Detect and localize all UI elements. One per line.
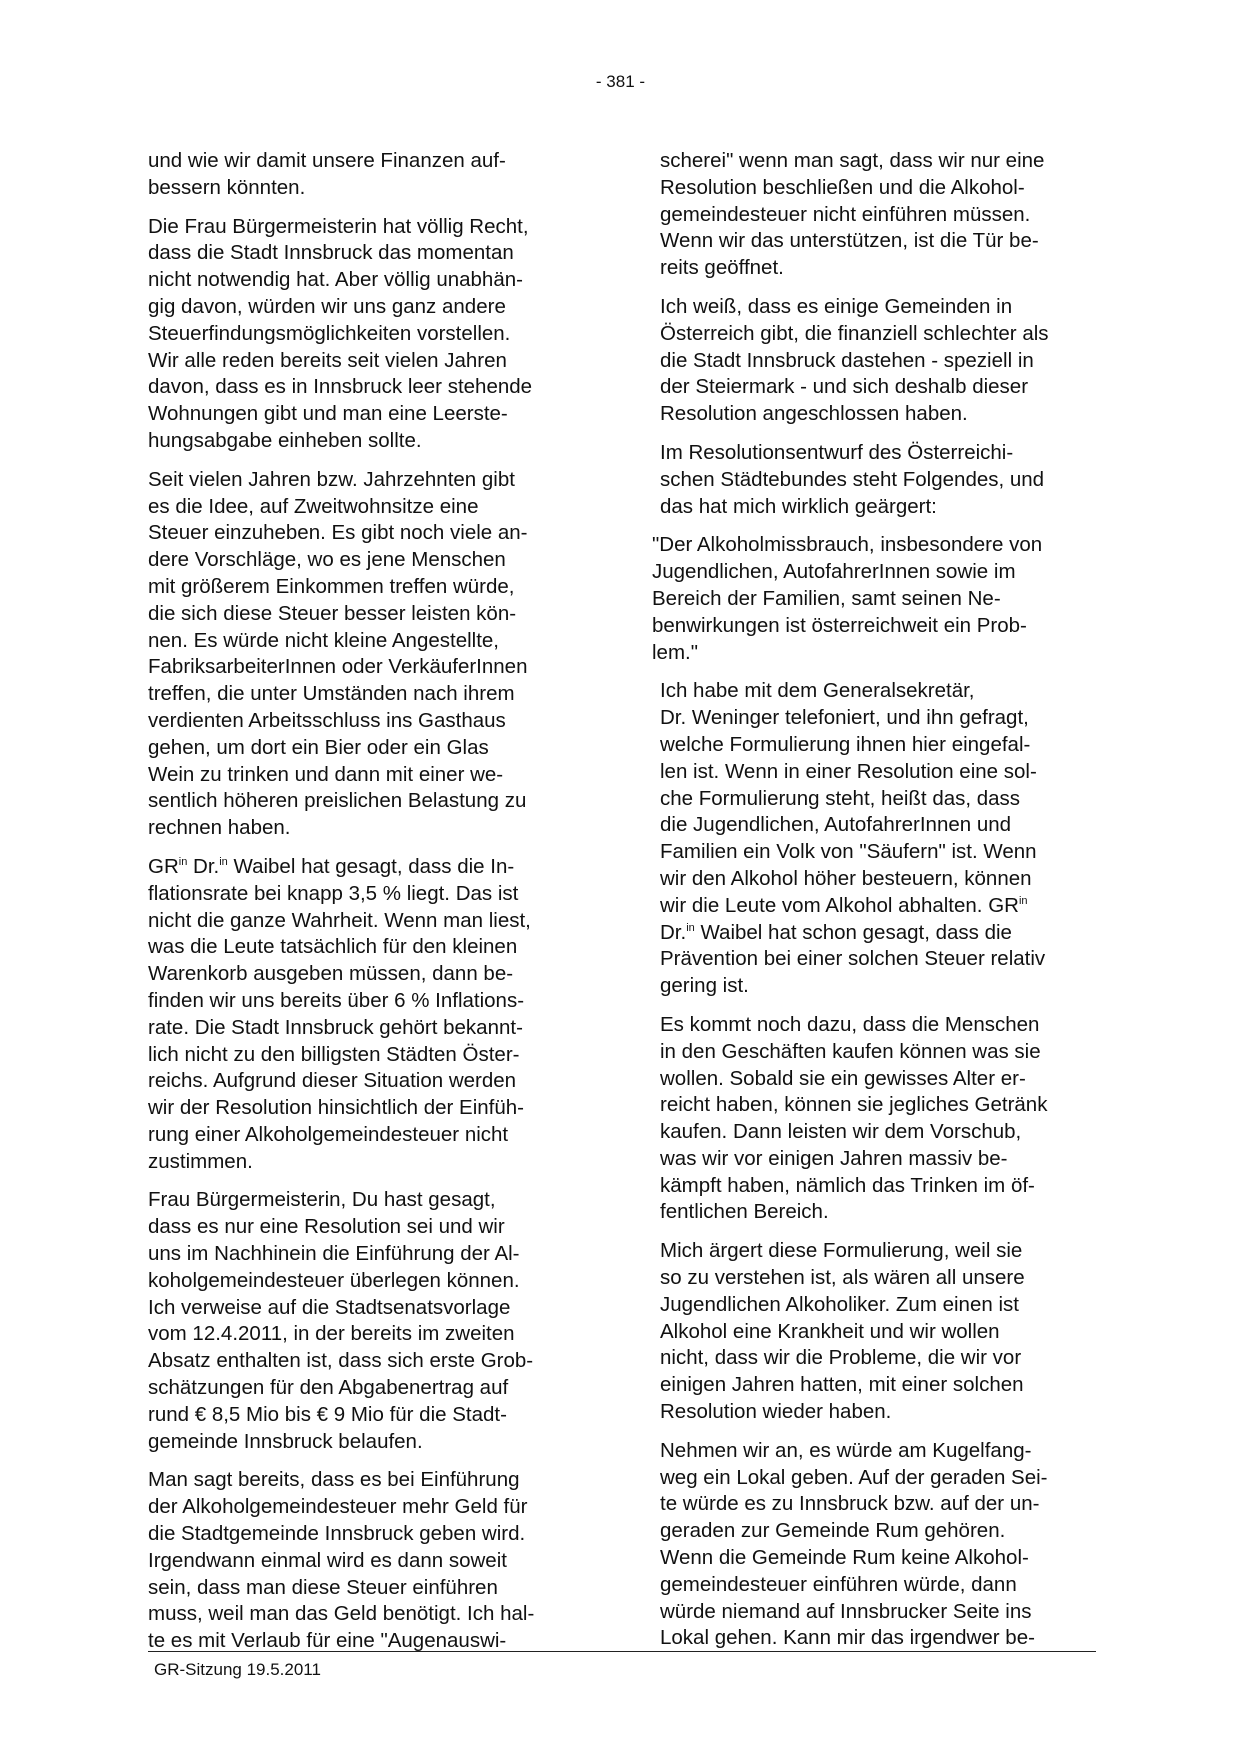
text-line: die Stadtgemeinde Innsbruck geben wird. — [148, 1522, 526, 1546]
footer-divider — [148, 1651, 1096, 1652]
text-line: weg ein Lokal geben. Auf der geraden Sei- — [660, 1465, 1048, 1489]
text-line: fentlichen Bereich. — [660, 1200, 829, 1224]
text-line: rate. Die Stadt Innsbruck gehört bekannt- — [148, 1015, 523, 1039]
paragraph — [148, 1467, 578, 1655]
text-line: der Alkoholgemeindesteuer mehr Geld für — [148, 1495, 528, 1519]
text-line: rund € 8,5 Mio bis € 9 Mio für die Stadt- — [148, 1402, 507, 1426]
text-line: wir der Resolution hinsichtlich der Einfüh- — [148, 1096, 525, 1120]
text-line: Jugendlichen, AutofahrerInnen sowie im — [652, 560, 1016, 584]
text-line: scherei" wenn man sagt, dass wir nur eine — [660, 149, 1045, 172]
text-line: Resolution beschließen und die Alkohol- — [660, 175, 1025, 199]
text-line: Dr. Weninger telefoniert, und ihn gefragt, — [660, 706, 1029, 730]
text-line: sein, dass man diese Steuer einführen — [148, 1575, 498, 1599]
text-line: Lokal gehen. Kann mir das irgendwer be- — [660, 1626, 1035, 1650]
text-line: Wohnungen gibt und man eine Leerste- — [148, 402, 508, 426]
footer-session-date: GR-Sitzung 19.5.2011 — [154, 1660, 321, 1679]
text-line: gemeinde Innsbruck belaufen. — [148, 1429, 423, 1453]
paragraph — [148, 214, 578, 455]
text-line: Dr.$^{in}$ Waibel hat schon gesagt, dass die — [660, 920, 1012, 944]
text-line: gemeindesteuer einführen würde, dann — [660, 1572, 1017, 1596]
paragraph — [660, 1012, 1090, 1226]
text-line: die Jugendlichen, AutofahrerInnen und — [660, 813, 1012, 837]
paragraph — [148, 1187, 578, 1455]
text-line: wir den Alkohol höher besteuern, können — [660, 866, 1032, 890]
text-line: Frau Bürgermeisterin, Du hast gesagt, — [148, 1188, 496, 1212]
text-line: Wenn die Gemeinde Rum keine Alkohol- — [660, 1546, 1029, 1570]
paragraph — [148, 148, 578, 202]
text-line: Man sagt bereits, dass es bei Einführung — [148, 1468, 520, 1492]
text-line: würde niemand auf Innsbrucker Seite ins — [660, 1599, 1032, 1623]
text-line: $GR^{in}$ Dr.$^{in}$ Waibel hat gesagt, dass die In- — [148, 854, 515, 878]
left-column — [148, 148, 578, 1667]
paragraph — [660, 148, 1090, 282]
text-line: finden wir uns bereits über 6 % Inflations- — [148, 988, 525, 1012]
text-line: nen. Es würde nicht kleine Angestellte, — [148, 628, 499, 652]
text-line: zustimmen. — [148, 1149, 253, 1173]
text-line: die sich diese Steuer besser leisten kön- — [148, 601, 517, 625]
text-line: Jugendlichen Alkoholiker. Zum einen ist — [660, 1292, 1019, 1316]
text-line: und wie wir damit unsere Finanzen auf- — [148, 149, 506, 172]
text-line: Nehmen wir an, es würde am Kugelfang- — [660, 1438, 1032, 1462]
text-line: in den Geschäften kaufen können was sie — [660, 1039, 1041, 1063]
text-line: nicht die ganze Wahrheit. Wenn man liest, — [148, 908, 531, 932]
text-line: hungsabgabe einheben sollte. — [148, 428, 422, 452]
text-line: wollen. Sobald sie ein gewisses Alter er- — [660, 1066, 1026, 1090]
text-line: Wenn wir das unterstützen, ist die Tür be- — [660, 229, 1039, 253]
text-line: sentlich höheren preislichen Belastung zu — [148, 789, 527, 813]
text-line: gemeindesteuer nicht einführen müssen. — [660, 202, 1031, 226]
text-line: Familien ein Volk von "Säufern" ist. Wenn — [660, 840, 1037, 864]
text-line: verdienten Arbeitsschluss ins Gasthaus — [148, 708, 506, 732]
text-line: Mich ärgert diese Formulierung, weil sie — [660, 1239, 1023, 1263]
text-line: gehen, um dort ein Bier oder ein Glas — [148, 735, 489, 759]
text-line: Österreich gibt, die finanziell schlechter als — [660, 321, 1049, 345]
text-line: rechnen haben. — [148, 816, 291, 840]
text-line: bessern könnten. — [148, 175, 306, 199]
text-line: mit größerem Einkommen treffen würde, — [148, 574, 515, 598]
text-line: gig davon, würden wir uns ganz andere — [148, 294, 506, 318]
text-line: rung einer Alkoholgemeindesteuer nicht — [148, 1122, 509, 1146]
paragraph — [660, 678, 1090, 1000]
text-line: Alkohol eine Krankheit und wir wollen — [660, 1319, 1000, 1343]
text-line: kämpft haben, nämlich das Trinken im öf- — [660, 1173, 1035, 1197]
quoted-paragraph — [652, 532, 1090, 666]
text-line: "Der Alkoholmissbrauch, insbesondere von — [652, 533, 1043, 557]
text-line: reicht haben, können sie jegliches Getränk — [660, 1093, 1048, 1117]
text-line: te würde es zu Innsbruck bzw. auf der un- — [660, 1492, 1040, 1516]
text-line: flationsrate bei knapp 3,5 % liegt. Das ist — [148, 881, 519, 905]
text-line: Seit vielen Jahren bzw. Jahrzehnten gibt — [148, 467, 515, 491]
text-line: davon, dass es in Innsbruck leer stehende — [148, 375, 533, 399]
text-line: Ich verweise auf die Stadtsenatsvorlage — [148, 1295, 511, 1319]
text-line: koholgemeindesteuer überlegen können. — [148, 1268, 520, 1292]
text-line: Es kommt noch dazu, dass die Menschen — [660, 1012, 1040, 1036]
text-line: len ist. Wenn in einer Resolution eine sol- — [660, 759, 1037, 783]
text-line: Irgendwann einmal wird es dann soweit — [148, 1548, 507, 1572]
text-line: Steuerfindungsmöglichkeiten vorstellen. — [148, 321, 511, 345]
text-line: nicht notwendig hat. Aber völlig unabhän- — [148, 268, 523, 292]
text-line: reichs. Aufgrund dieser Situation werden — [148, 1069, 517, 1093]
text-line: schen Städtebundes steht Folgendes, und — [660, 467, 1045, 491]
text-line: Resolution angeschlossen haben. — [660, 402, 968, 426]
paragraph — [660, 440, 1090, 520]
text-line: es die Idee, auf Zweitwohnsitze eine — [148, 494, 479, 518]
text-line: kaufen. Dann leisten wir dem Vorschub, — [660, 1120, 1022, 1144]
text-line: Die Frau Bürgermeisterin hat völlig Recht, — [148, 214, 529, 238]
paragraph — [148, 854, 578, 1176]
text-line: Ich habe mit dem Generalsekretär, — [660, 679, 975, 703]
text-line: Ich weiß, dass es einige Gemeinden in — [660, 294, 1013, 318]
text-line: benwirkungen ist österreichweit ein Prob- — [652, 613, 1027, 637]
text-line: Bereich der Familien, samt seinen Ne- — [652, 586, 1001, 610]
text-line: dass die Stadt Innsbruck das momentan — [148, 241, 514, 265]
text-line: Resolution wieder haben. — [660, 1400, 892, 1424]
text-line: Wein zu trinken und dann mit einer we- — [148, 762, 504, 786]
text-line: treffen, die unter Umständen nach ihrem — [148, 682, 515, 706]
text-line: schätzungen für den Abgabenertrag auf — [148, 1376, 509, 1400]
text-line: lem." — [652, 640, 699, 664]
text-line: das hat mich wirklich geärgert: — [660, 494, 937, 518]
text-line: che Formulierung steht, heißt das, dass — [660, 786, 1021, 810]
paragraph — [660, 1238, 1090, 1426]
text-line: Im Resolutionsentwurf des Österreichi- — [660, 440, 1014, 464]
text-line: dere Vorschläge, wo es jene Menschen — [148, 548, 506, 572]
text-line: der Steiermark - und sich deshalb dieser — [660, 375, 1029, 399]
right-column — [652, 148, 1090, 1664]
text-line: muss, weil man das Geld benötigt. Ich hal- — [148, 1602, 535, 1626]
text-line: welche Formulierung ihnen hier eingefal- — [660, 732, 1031, 756]
text-line: dass es nur eine Resolution sei und wir — [148, 1215, 505, 1239]
text-line: wir die Leute vom Alkohol abhalten. $GR^{in}$ — [660, 893, 1028, 917]
paragraph — [660, 294, 1090, 428]
page-number: - 381 - — [595, 72, 646, 91]
text-line: gering ist. — [660, 974, 749, 998]
text-line: reits geöffnet. — [660, 256, 784, 280]
text-line: Wir alle reden bereits seit vielen Jahren — [148, 348, 507, 372]
text-line: FabriksarbeiterInnen oder VerkäuferInnen — [148, 655, 528, 679]
text-line: nicht, dass wir die Probleme, die wir vor — [660, 1346, 1022, 1370]
text-line: uns im Nachhinein die Einführung der Al- — [148, 1242, 520, 1266]
text-line: so zu verstehen ist, als wären all unsere — [660, 1266, 1025, 1290]
text-line: einigen Jahren hatten, mit einer solchen — [660, 1373, 1024, 1397]
text-line: Absatz enthalten ist, dass sich erste Grob- — [148, 1349, 534, 1373]
paragraph — [148, 467, 578, 842]
text-line: was die Leute tatsächlich für den kleinen — [148, 935, 518, 959]
text-line: die Stadt Innsbruck dastehen - speziell in — [660, 348, 1034, 372]
text-line: Prävention bei einer solchen Steuer relativ — [660, 947, 1046, 971]
text-line: geraden zur Gemeinde Rum gehören. — [660, 1519, 1006, 1543]
text-line: was wir vor einigen Jahren massiv be- — [660, 1146, 1008, 1170]
text-line: te es mit Verlaub für eine "Augenauswi- — [148, 1629, 507, 1653]
text-line: Warenkorb ausgeben müssen, dann be- — [148, 962, 514, 986]
text-line: Steuer einzuheben. Es gibt noch viele an- — [148, 521, 528, 545]
paragraph — [660, 1438, 1090, 1652]
text-line: lich nicht zu den billigsten Städten Öster- — [148, 1042, 520, 1066]
text-line: vom 12.4.2011, in der bereits im zweiten — [148, 1322, 515, 1346]
